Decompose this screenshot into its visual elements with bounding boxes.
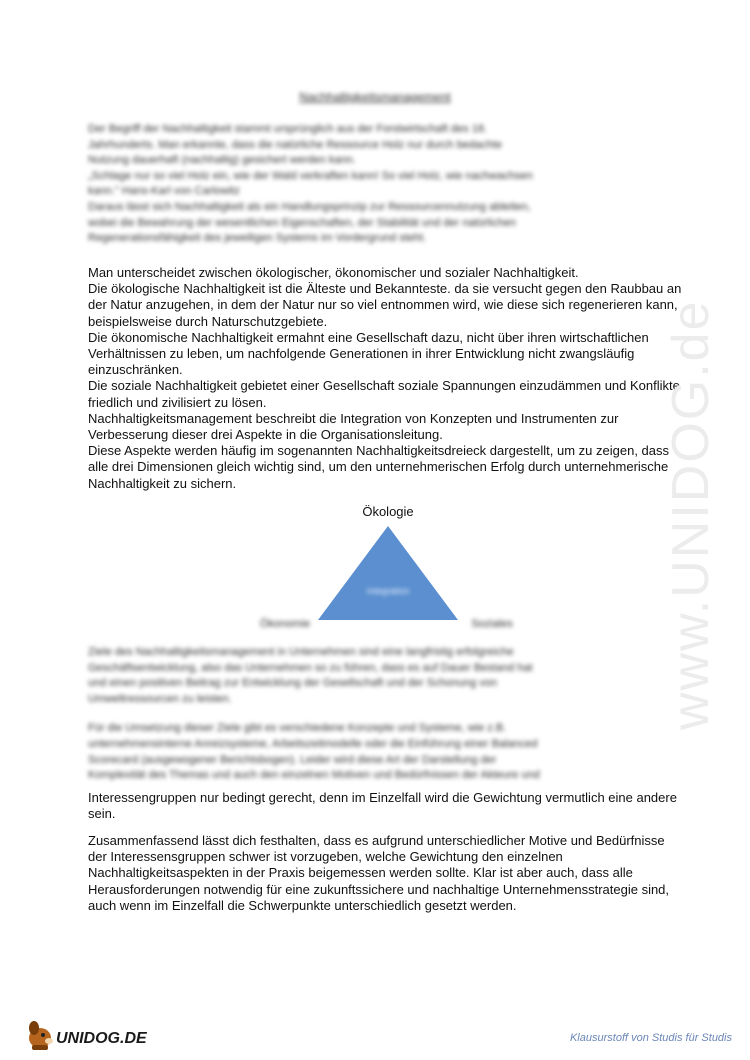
blurred-line: Daraus lässt sich Nachhaltigkeit als ein Handlungsprinzip zur Ressourcennutzung ableiten, (88, 200, 531, 213)
blurred-line: Umweltressourcen zu leisten. (88, 692, 232, 705)
blurred-line: unternehmensinterne Anreizsysteme, Arbeitszeitmodelle oder die Einführung einer Balanced (88, 737, 538, 750)
blurred-line: Geschäftsentwicklung, also das Unternehmen so zu führen, dass es auf Dauer Bestand hat (88, 661, 533, 674)
footer-tagline: Klausurstoff von Studis für Studis (569, 1032, 732, 1044)
watermark (640, 280, 750, 740)
blurred-line: Scorecard (ausgewogener Berichtsbogen). Leider wird diese Art der Darstellung der (88, 753, 497, 766)
logo-text: UNIDOG.DE (56, 1030, 147, 1047)
footer-logo (22, 1018, 162, 1052)
diagram-label-center: Integration (366, 586, 410, 596)
paragraph-gap (88, 707, 663, 721)
goals-tail-text: Interessengruppen nur bedingt gerecht, denn im Einzelfall wird die Gewichtung vermutlich eine andere sein. (88, 790, 677, 822)
sustainability-triangle-diagram (230, 500, 540, 640)
blurred-line: wobei die Bewahrung der wesentlichen Eigenschaften, der Stabilität und der natürlichen (88, 216, 517, 229)
blurred-line: „Schlage nur so viel Holz ein, wie der Wald verkraften kann! So viel Holz, wie nachwachsen (88, 169, 533, 182)
blurred-line: Für die Umsetzung dieser Ziele gibt es verschiedene Konzepte und Systeme, wie z.B. (88, 722, 507, 735)
watermark-text: www.UNIDOG.de (662, 299, 720, 730)
dog-mascot-icon (29, 1021, 53, 1050)
blurred-goals (88, 645, 663, 784)
blurred-line: Nutzung dauerhaft (nachhaltig) gesichert werden kann. (88, 154, 356, 167)
triangle-shape (318, 526, 458, 620)
diagram-label-left: Ökonomie (259, 618, 311, 630)
page-title: Nachhaltigkeitsmanagement (299, 90, 451, 104)
blurred-line: Ziele des Nachhaltigkeitsmanagement in Unternehmen sind eine langfristig erfolgreiche (88, 646, 514, 658)
blurred-line: kann." Hans-Karl von Carlowitz (88, 185, 240, 198)
blurred-line: Komplexität des Themas und auch den einzelnen Motiven und Bedürfnissen der Akteure und (88, 769, 540, 782)
blurred-line: Jahrhunderts. Man erkannte, dass die natürliche Ressource Holz nur durch bedachte (88, 138, 502, 151)
blurred-line: Regenerationsfähigkeit des jeweiligen Systems im Vordergrund steht. (88, 232, 427, 245)
diagram-label-right: Soziales (471, 618, 513, 630)
main-paragraph: Man unterscheidet zwischen ökologischer, ökonomischer und sozialer Nachhaltigkeit. Die ökologische Nachhaltigkeit ist die Älteste und Bekannteste. da sie versucht gegen den Raubbau an der Natur anzugehen, in dem der Natur nur so viel entnommen wird, wie diese sich regenerieren kann, beispielsweise durch Naturschutzgebiete. Die ökonomische Nachhaltigkeit ermahnt eine Gesellschaft dazu, nicht über ihren wirtschaftlichen Verhältnissen zu leben, um nachfolgende Generationen in ihrer Entwicklung nicht zwangsläufig einzuschränken. Die soziale Nachhaltigkeit gebietet einer Gesellschaft soziale Spannungen einzudämmen und Konflikte friedlich und zivilisiert zu lösen. Nachhaltigkeitsmanagement beschreibt die Integration von Konzepten und Instrumenten zur Verbesserung dieser drei Aspekte in die Organisationsleitung. Diese Aspekte werden häufig im sogenannten Nachhaltigkeitsdreieck dargestellt, um zu zeigen, dass alle drei Dimensionen gleich wichtig sind, um den unternehmerischen Erfolg durch unternehmerische Nachhaltigkeit zu sichern. (88, 265, 682, 491)
diagram-label-top: Ökologie (362, 504, 414, 519)
blurred-intro (88, 122, 648, 247)
conclusion-paragraph: Zusammenfassend lässt dich festhalten, dass es aufgrund unterschiedlicher Motive und Bedürfnisse der Interessensgruppen schwer ist vorzugeben, welche Gewichtung den einzelnen Nachhaltigkeitsaspekten in der Praxis beigemessen werden sollte. Klar ist aber auch, dass alle Herausforderungen notwendig für eine zukunftssichere und nachhaltige Unternehmensstrategie sind, auch wenn im Einzelfall die Schwerpunkte unterschiedlich gesetzt werden. (88, 833, 670, 913)
blurred-line: Der Begriff der Nachhaltigkeit stammt ursprünglich aus der Forstwirtschaft des 18. (88, 123, 488, 135)
blurred-line: und einen positiven Beitrag zur Entwicklung der Gesellschaft und der Schonung von (88, 677, 498, 690)
